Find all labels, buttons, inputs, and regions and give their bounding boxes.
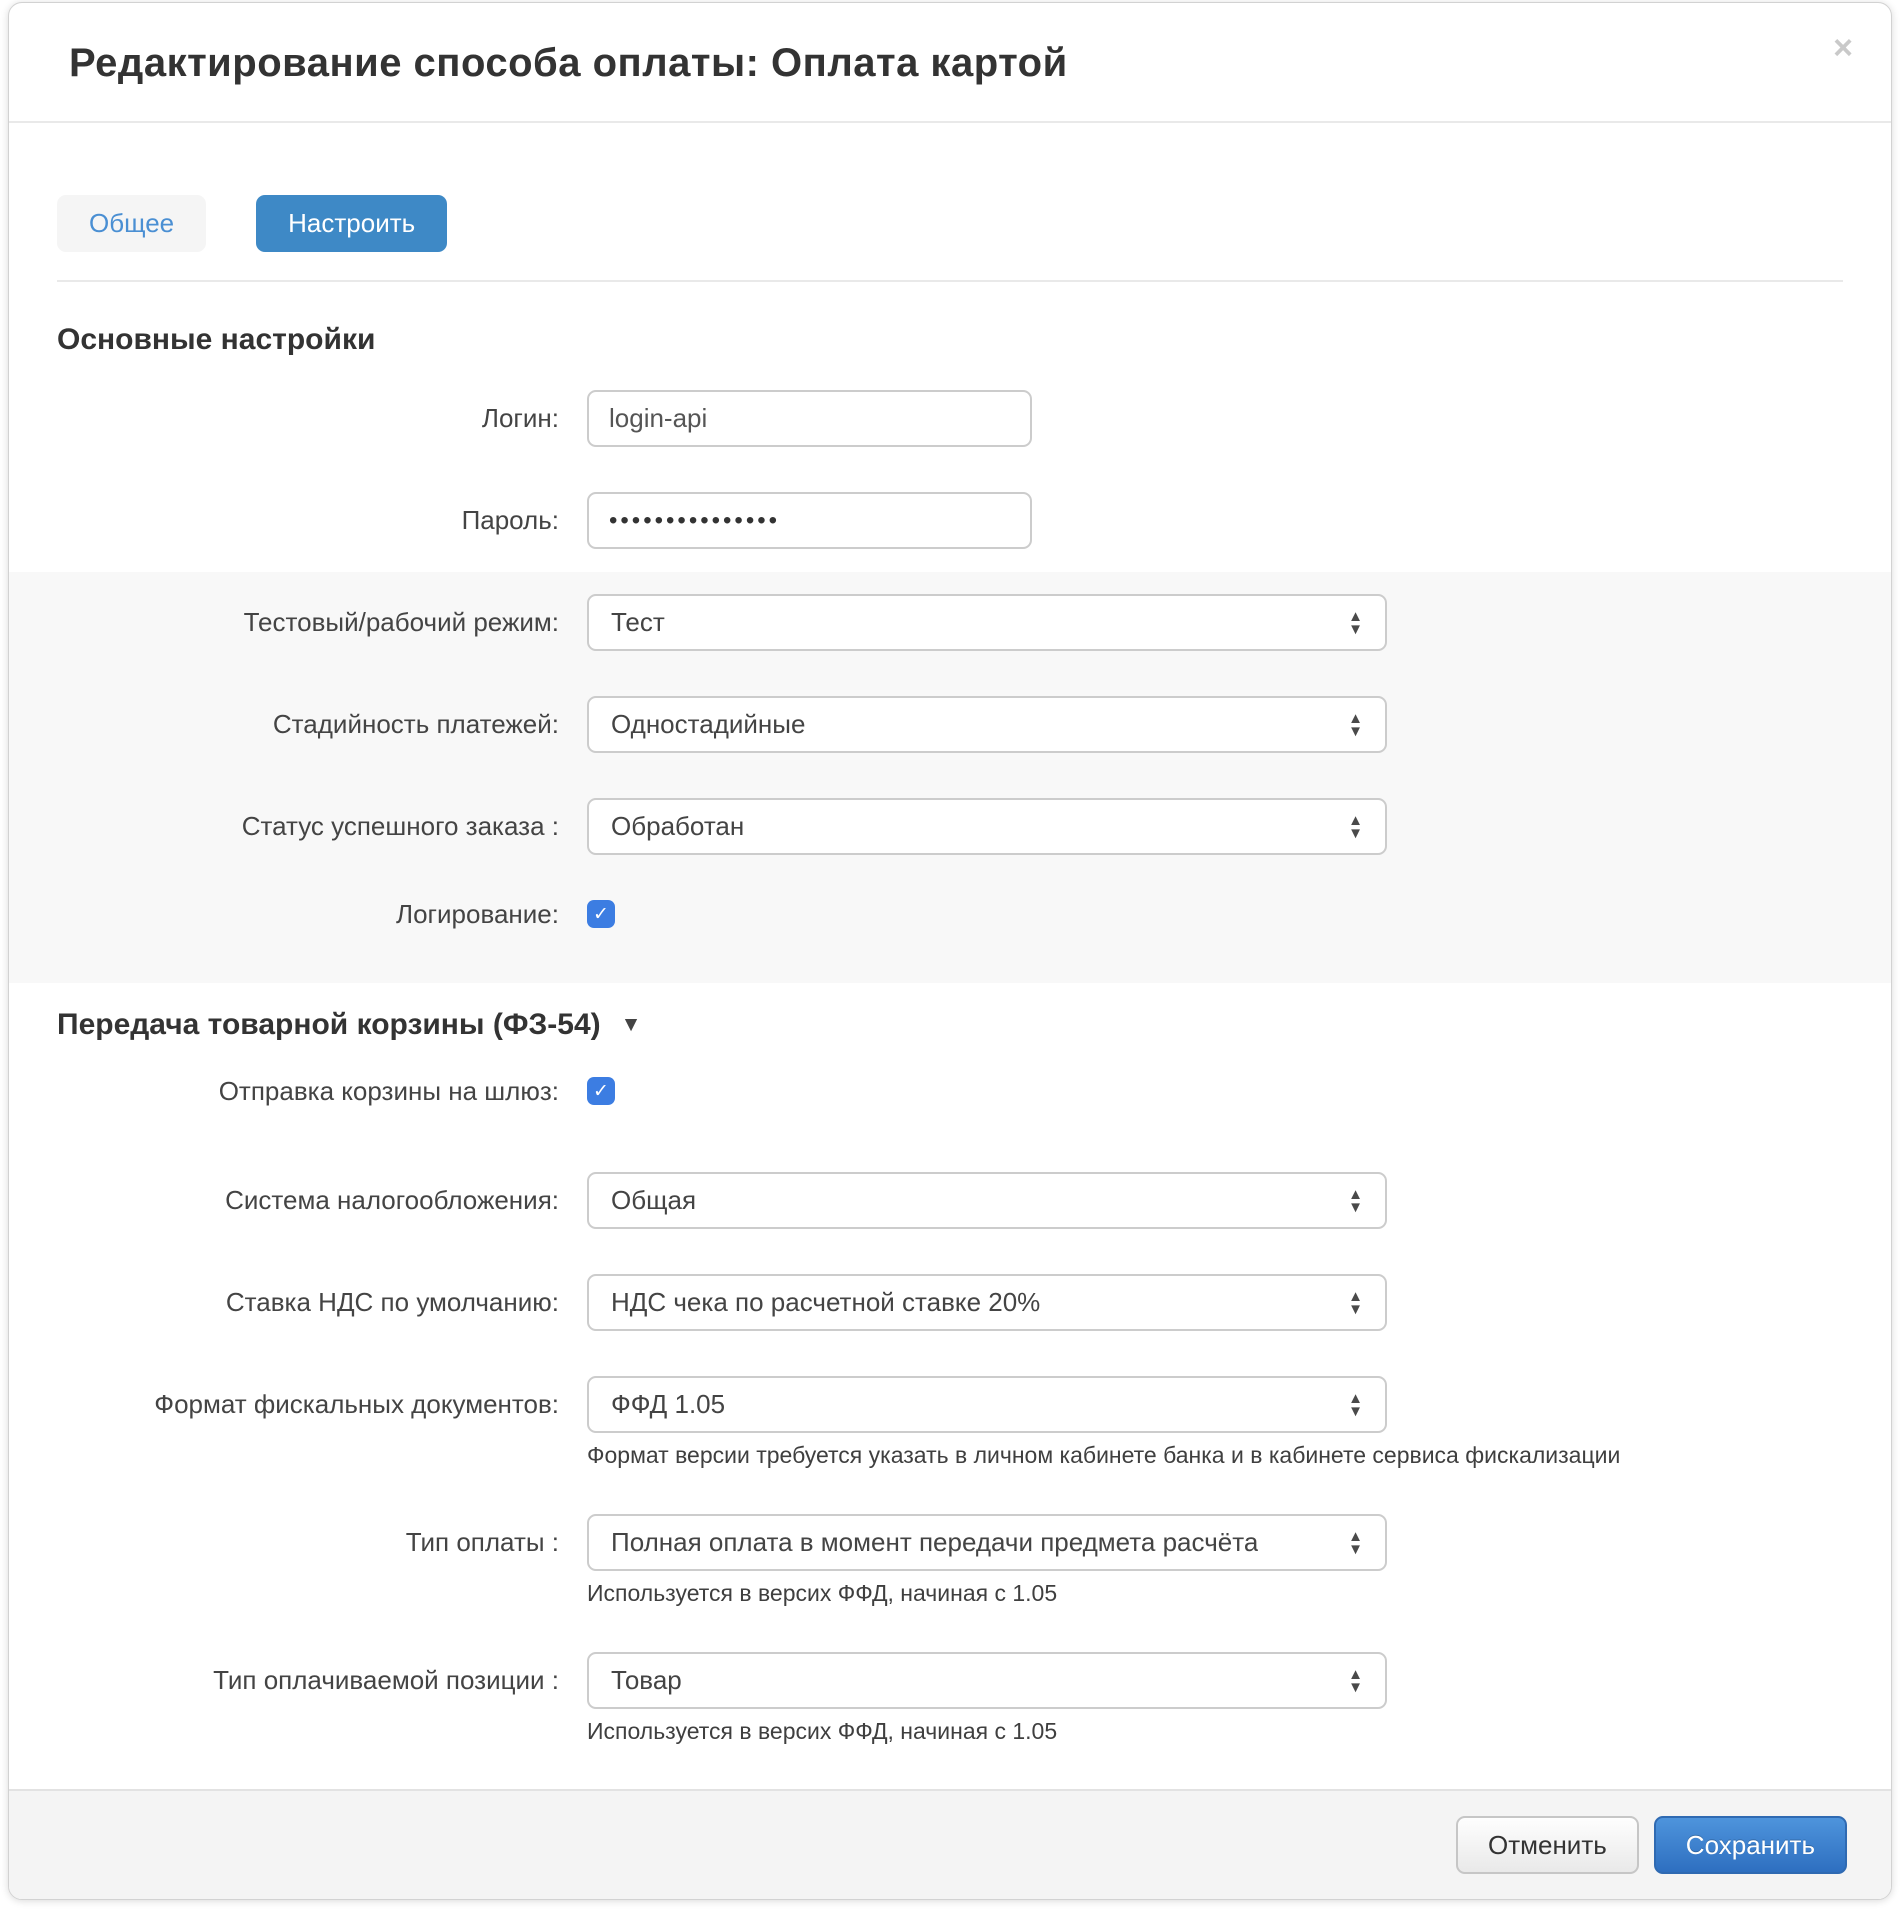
form-row-send-basket — [57, 1077, 1843, 1105]
save-button[interactable]: Сохранить — [1654, 1816, 1847, 1874]
check-icon: ✓ — [593, 903, 609, 925]
stages-select-value: Одностадийные — [611, 709, 806, 739]
select-stepper-icon — [1348, 1527, 1363, 1558]
highlighted-settings-band — [9, 572, 1891, 983]
mode-label: Тестовый/рабочий режим: — [243, 607, 559, 637]
select-stepper-icon — [1348, 1287, 1363, 1318]
vat-rate-select-value: НДС чека по расчетной ставке 20% — [611, 1287, 1041, 1317]
arrow-up-icon: ▲ — [1348, 811, 1363, 829]
vat-rate-select[interactable] — [587, 1274, 1387, 1331]
form-row-logging — [57, 900, 1843, 928]
payment-type-select-value: Полная оплата в момент передачи предмета расчёта — [611, 1527, 1259, 1557]
form-row-payment-type — [57, 1514, 1843, 1606]
payment-type-help: Используется в версих ФФД, начиная с 1.05 — [587, 1580, 1058, 1606]
arrow-down-icon: ▼ — [1348, 1678, 1363, 1696]
logging-checkbox[interactable] — [587, 900, 615, 928]
stages-label: Стадийность платежей: — [272, 709, 559, 739]
ffd-format-label: Формат фискальных документов: — [154, 1389, 559, 1419]
arrow-up-icon: ▲ — [1348, 1287, 1363, 1305]
position-type-label: Тип оплачиваемой позиции : — [213, 1665, 559, 1695]
tax-system-label: Система налогообложения: — [225, 1185, 559, 1215]
status-select-value: Обработан — [611, 811, 745, 841]
ffd-format-select[interactable] — [587, 1376, 1387, 1433]
select-stepper-icon — [1348, 811, 1363, 842]
basket-section-heading — [57, 1007, 1843, 1043]
tab-general[interactable]: Общее — [57, 195, 206, 252]
vat-rate-label: Ставка НДС по умолчанию: — [225, 1287, 559, 1317]
tax-system-select-value: Общая — [611, 1185, 697, 1215]
status-select[interactable] — [587, 798, 1387, 855]
page-title: Редактирование способа оплаты: Оплата картой — [69, 41, 1068, 85]
stages-select[interactable] — [587, 696, 1387, 753]
select-stepper-icon — [1348, 1389, 1363, 1420]
collapse-caret-icon[interactable]: ▼ — [620, 1013, 642, 1036]
password-input[interactable] — [587, 492, 1032, 549]
select-stepper-icon — [1348, 709, 1363, 740]
position-type-select-value: Товар — [611, 1665, 682, 1695]
form-row-login — [57, 390, 1843, 447]
form-row-status — [57, 798, 1843, 855]
arrow-up-icon: ▲ — [1348, 1185, 1363, 1203]
cancel-button[interactable]: Отменить — [1456, 1816, 1639, 1874]
main-settings-heading: Основные настройки — [57, 323, 376, 356]
check-icon: ✓ — [593, 1080, 609, 1102]
arrow-down-icon: ▼ — [1348, 1300, 1363, 1318]
basket-heading-text: Передача товарной корзины (ФЗ-54) — [57, 1008, 601, 1041]
form-row-tax-system — [57, 1172, 1843, 1229]
form-content — [9, 322, 1891, 1744]
ffd-format-select-value: ФФД 1.05 — [611, 1389, 726, 1419]
arrow-up-icon: ▲ — [1348, 1389, 1363, 1407]
arrow-up-icon: ▲ — [1348, 607, 1363, 625]
tax-system-select[interactable] — [587, 1172, 1387, 1229]
send-basket-checkbox[interactable] — [587, 1077, 615, 1105]
form-row-ffd-format — [57, 1376, 1843, 1468]
arrow-down-icon: ▼ — [1348, 1540, 1363, 1558]
mode-select[interactable] — [587, 594, 1387, 651]
form-row-vat-rate — [57, 1274, 1843, 1331]
arrow-up-icon: ▲ — [1348, 1527, 1363, 1545]
select-stepper-icon — [1348, 607, 1363, 638]
login-input[interactable] — [587, 390, 1032, 447]
arrow-down-icon: ▼ — [1348, 1198, 1363, 1216]
arrow-up-icon: ▲ — [1348, 709, 1363, 727]
payment-type-label: Тип оплаты : — [405, 1527, 559, 1557]
select-stepper-icon — [1348, 1665, 1363, 1696]
arrow-down-icon: ▼ — [1348, 824, 1363, 842]
position-type-select[interactable] — [587, 1652, 1387, 1709]
edit-payment-method-modal — [8, 2, 1892, 1900]
modal-header — [9, 3, 1891, 123]
form-row-password — [57, 492, 1843, 549]
form-row-stages — [57, 696, 1843, 753]
logging-label: Логирование: — [396, 899, 559, 929]
divider — [57, 280, 1843, 282]
send-basket-label: Отправка корзины на шлюз: — [218, 1076, 559, 1106]
form-row-position-type — [57, 1652, 1843, 1744]
login-label: Логин: — [481, 403, 559, 433]
tab-configure[interactable]: Настроить — [256, 195, 447, 252]
tab-bar — [57, 195, 1843, 252]
arrow-down-icon: ▼ — [1348, 620, 1363, 638]
form-row-mode — [57, 594, 1843, 651]
arrow-down-icon: ▼ — [1348, 1402, 1363, 1420]
select-stepper-icon — [1348, 1185, 1363, 1216]
ffd-format-help: Формат версии требуется указать в личном кабинете банка и в кабинете сервиса фискализации — [587, 1442, 1621, 1468]
modal-footer — [9, 1789, 1891, 1899]
payment-type-select[interactable] — [587, 1514, 1387, 1571]
position-type-help: Используется в версих ФФД, начиная с 1.05 — [587, 1718, 1058, 1744]
arrow-down-icon: ▼ — [1348, 722, 1363, 740]
password-label: Пароль: — [461, 505, 559, 535]
mode-select-value: Тест — [611, 607, 665, 637]
close-icon[interactable]: × — [1833, 29, 1853, 67]
arrow-up-icon: ▲ — [1348, 1665, 1363, 1683]
status-label: Статус успешного заказа : — [241, 811, 559, 841]
